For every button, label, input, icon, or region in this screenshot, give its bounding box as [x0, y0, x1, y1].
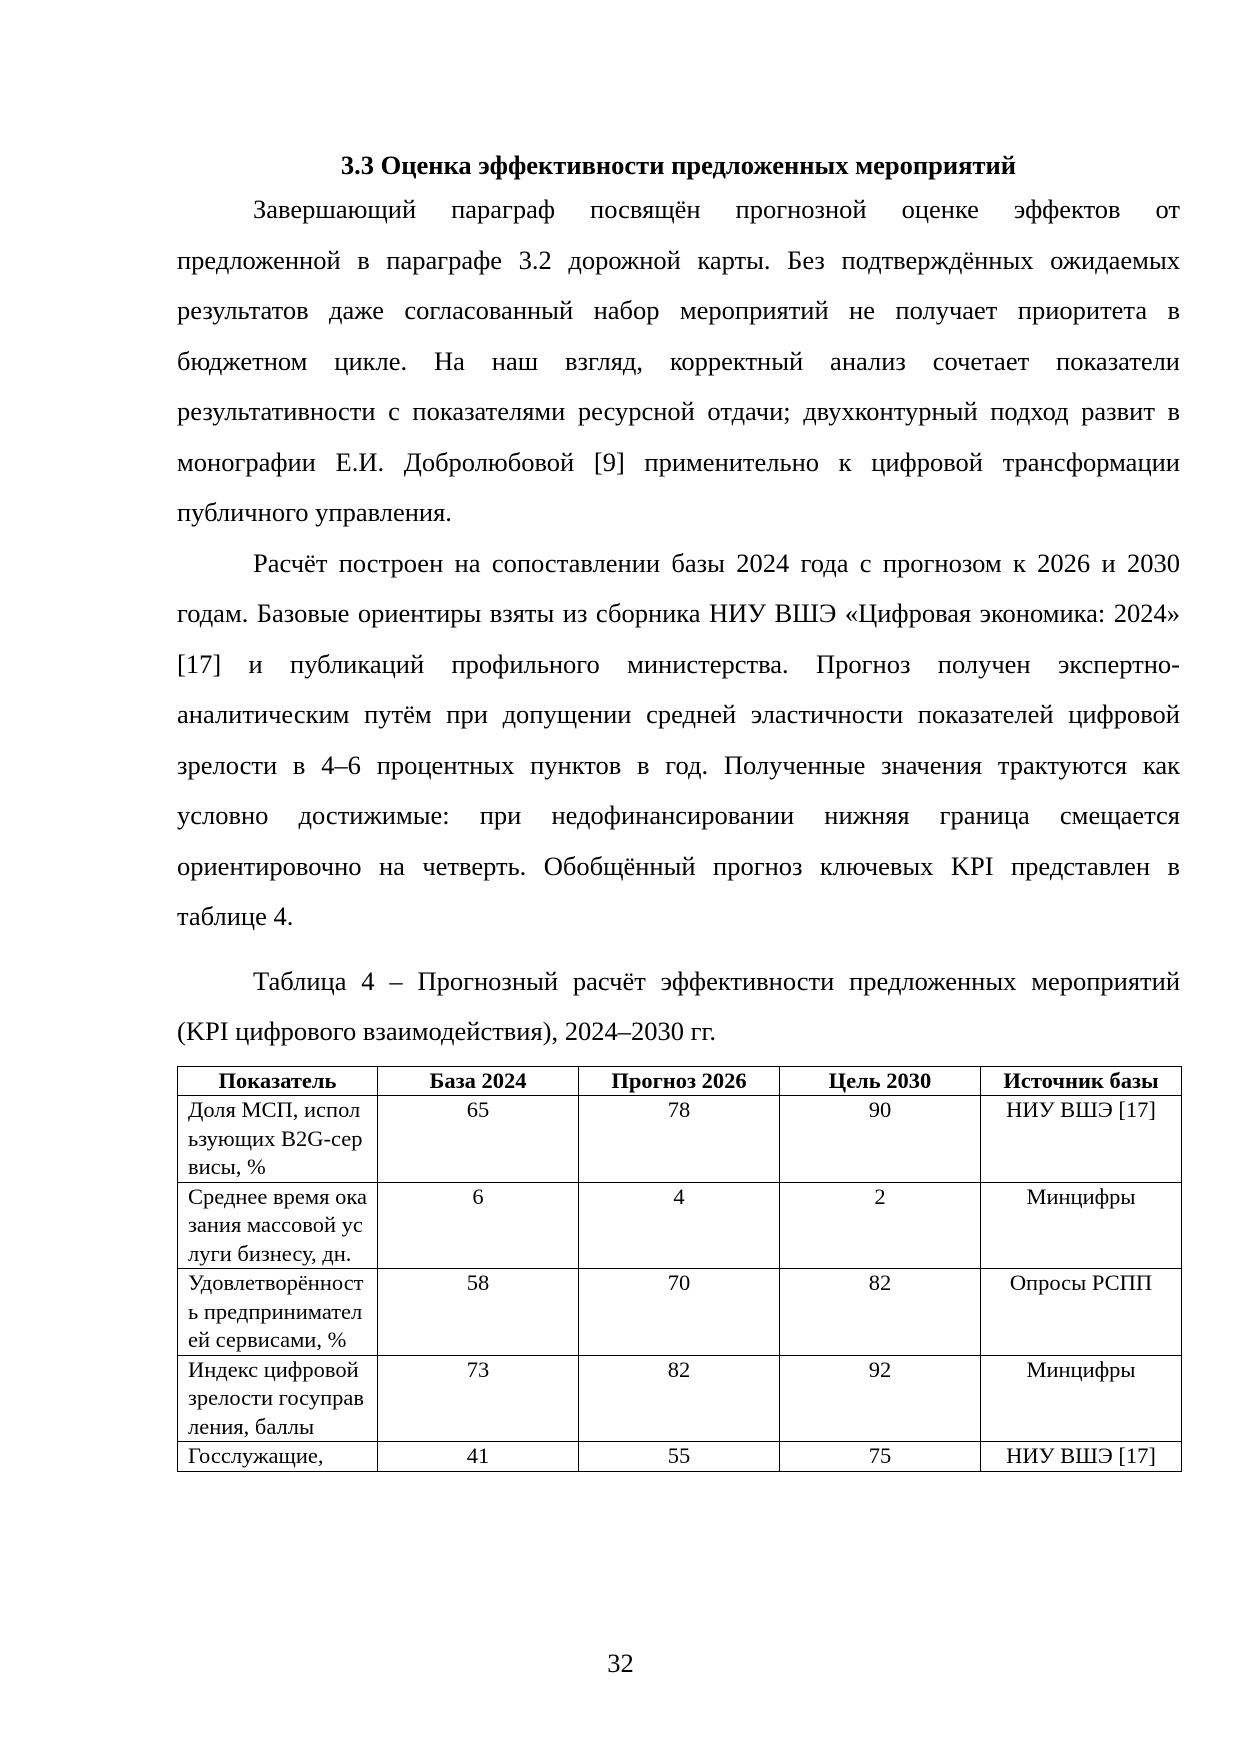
- table-row: [178, 1096, 1182, 1183]
- cell-forecast-2026: 82: [579, 1355, 780, 1442]
- cell-forecast-2026: 78: [579, 1096, 780, 1183]
- cell-base-2024: 58: [378, 1269, 579, 1356]
- table-row: [178, 1442, 1182, 1472]
- page-content: [177, 146, 1180, 1472]
- cell-target-2030: 82: [780, 1269, 981, 1356]
- cell-source: Опросы РСПП: [981, 1269, 1182, 1356]
- kpi-table: [177, 1066, 1182, 1472]
- header-target-2030: Цель 2030: [780, 1066, 981, 1096]
- table-caption: Таблица 4 – Прогнозный расчёт эффективности предложенных мероприятий (KPI цифрового взаимодействия), 2024–2030 гг.: [177, 965, 1180, 1046]
- cell-source: Минцифры: [981, 1182, 1182, 1269]
- cell-base-2024: 73: [378, 1355, 579, 1442]
- cell-base-2024: 65: [378, 1096, 579, 1183]
- cell-base-2024: 41: [378, 1442, 579, 1472]
- cell-indicator: Госслужащие,: [178, 1442, 378, 1472]
- header-indicator: Показатель: [178, 1066, 378, 1096]
- cell-source: НИУ ВШЭ [17]: [981, 1442, 1182, 1472]
- cell-forecast-2026: 4: [579, 1182, 780, 1269]
- section-title: 3.3 Оценка эффективности предложенных мероприятий: [340, 150, 1017, 180]
- body-paragraph-1: Завершающий параграф посвящён прогнозной оценке эффектов от предложенной в параграфе 3.2 дорожной карты. Без подтверждённых ожидаемых результатов даже согласованный набор мероприятий не получает приоритета в бюджетном цикле. На наш взгляд, корректный анализ сочетает показатели результативности с показателями ресурсной отдачи; двухконтурный подход развит в монографии Е.И. Добролюбовой [9] применительно к цифровой трансформации публичного управления.: [177, 194, 1180, 527]
- cell-source: Минцифры: [981, 1355, 1182, 1442]
- cell-indicator: Удовлетворённость предпринимателей сервисами, %: [178, 1269, 378, 1356]
- cell-target-2030: 92: [780, 1355, 981, 1442]
- cell-target-2030: 75: [780, 1442, 981, 1472]
- header-forecast-2026: Прогноз 2026: [579, 1066, 780, 1096]
- table-row: [178, 1182, 1182, 1269]
- cell-forecast-2026: 55: [579, 1442, 780, 1472]
- table-row: [178, 1355, 1182, 1442]
- cell-base-2024: 6: [378, 1182, 579, 1269]
- page-number: 32: [607, 1648, 634, 1678]
- cell-source: НИУ ВШЭ [17]: [981, 1096, 1182, 1183]
- cell-indicator: Индекс цифровой зрелости госуправления, баллы: [178, 1355, 378, 1442]
- header-base-2024: База 2024: [378, 1066, 579, 1096]
- cell-indicator: Среднее время оказания массовой услуги бизнесу, дн.: [178, 1182, 378, 1269]
- body-paragraph-2: Расчёт построен на сопоставлении базы 2024 года с прогнозом к 2026 и 2030 годам. Базовые ориентиры взяты из сборника НИУ ВШЭ «Цифровая экономика: 2024» [17] и публикаций профильного министерства. Прогноз получен экспертно-аналитическим путём при допущении средней эластичности показателей цифровой зрелости в 4–6 процентных пунктов в год. Полученные значения трактуются как условно достижимые: при недофинансировании нижняя граница смещается ориентировочно на четверть. Обобщённый прогноз ключевых KPI представлен в таблице 4.: [177, 547, 1180, 931]
- cell-indicator: Доля МСП, использующих B2G-сервисы, %: [178, 1096, 378, 1183]
- table-row: [178, 1269, 1182, 1356]
- cell-target-2030: 2: [780, 1182, 981, 1269]
- cell-forecast-2026: 70: [579, 1269, 780, 1356]
- header-source: Источник базы: [981, 1066, 1182, 1096]
- cell-target-2030: 90: [780, 1096, 981, 1183]
- table-header-row: [178, 1066, 1182, 1096]
